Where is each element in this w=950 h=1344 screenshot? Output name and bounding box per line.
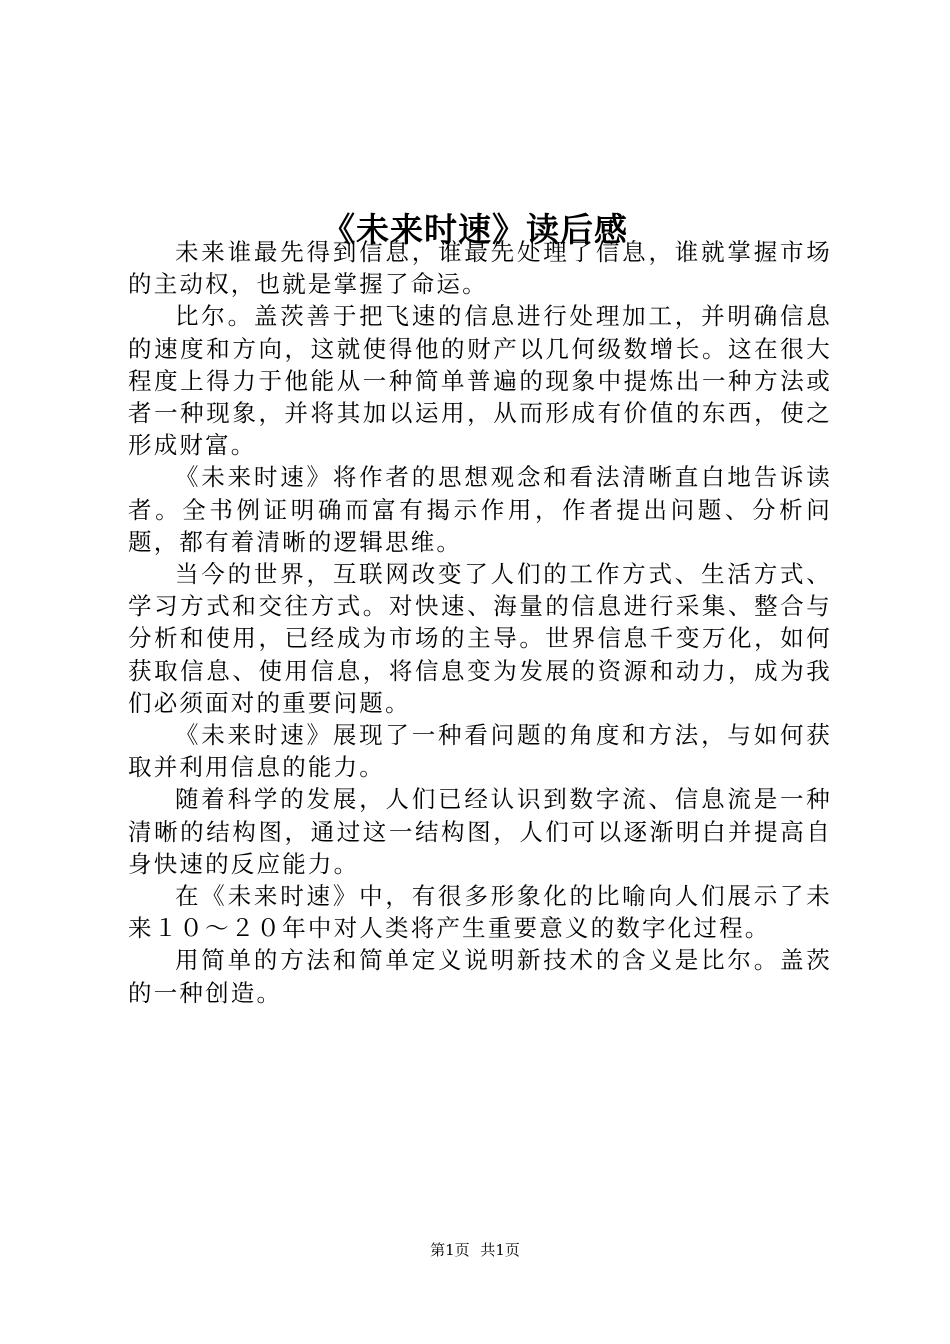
paragraph: 随着科学的发展，人们已经认识到数字流、信息流是一种清晰的结构图，通过这一结构图，人们可以逐渐明白并提高自身快速的反应能力。 — [128, 785, 832, 878]
paragraph: 在《未来时速》中，有很多形象化的比喻向人们展示了未来１０～２０年中对人类将产生重要意义的数字化过程。 — [128, 882, 832, 943]
paragraph: 未来谁最先得到信息，谁最先处理了信息，谁就掌握市场的主动权，也就是掌握了命运。 — [128, 238, 832, 299]
page-footer — [0, 1240, 950, 1260]
page-total: 共1页 — [480, 1241, 520, 1259]
paragraph: 比尔。盖茨善于把飞速的信息进行处理加工，并明确信息的速度和方向，这就使得他的财产以几何级数增长。这在很大程度上得力于他能从一种简单普遍的现象中提炼出一种方法或者一种现象，并将其加以运用，从而形成有价值的东西，使之形成财富。 — [128, 302, 832, 460]
paragraph: 当今的世界，互联网改变了人们的工作方式、生活方式、学习方式和交往方式。对快速、海量的信息进行采集、整合与分析和使用，已经成为市场的主导。世界信息千变万化，如何获取信息、使用信息，将信息变为发展的资源和动力，成为我们必须面对的重要问题。 — [128, 560, 832, 717]
document-body — [128, 236, 832, 1009]
paragraph: 用简单的方法和简单定义说明新技术的含义是比尔。盖茨的一种创造。 — [128, 946, 832, 1007]
paragraph: 《未来时速》展现了一种看问题的角度和方法，与如何获取并利用信息的能力。 — [128, 721, 832, 782]
paragraph: 《未来时速》将作者的思想观念和看法清晰直白地告诉读者。全书例证明确而富有揭示作用，作者提出问题、分析问题，都有着清晰的逻辑思维。 — [128, 463, 832, 556]
page-number: 第1页 — [430, 1241, 470, 1259]
document-title: 《未来时速》读后感 — [322, 210, 628, 250]
